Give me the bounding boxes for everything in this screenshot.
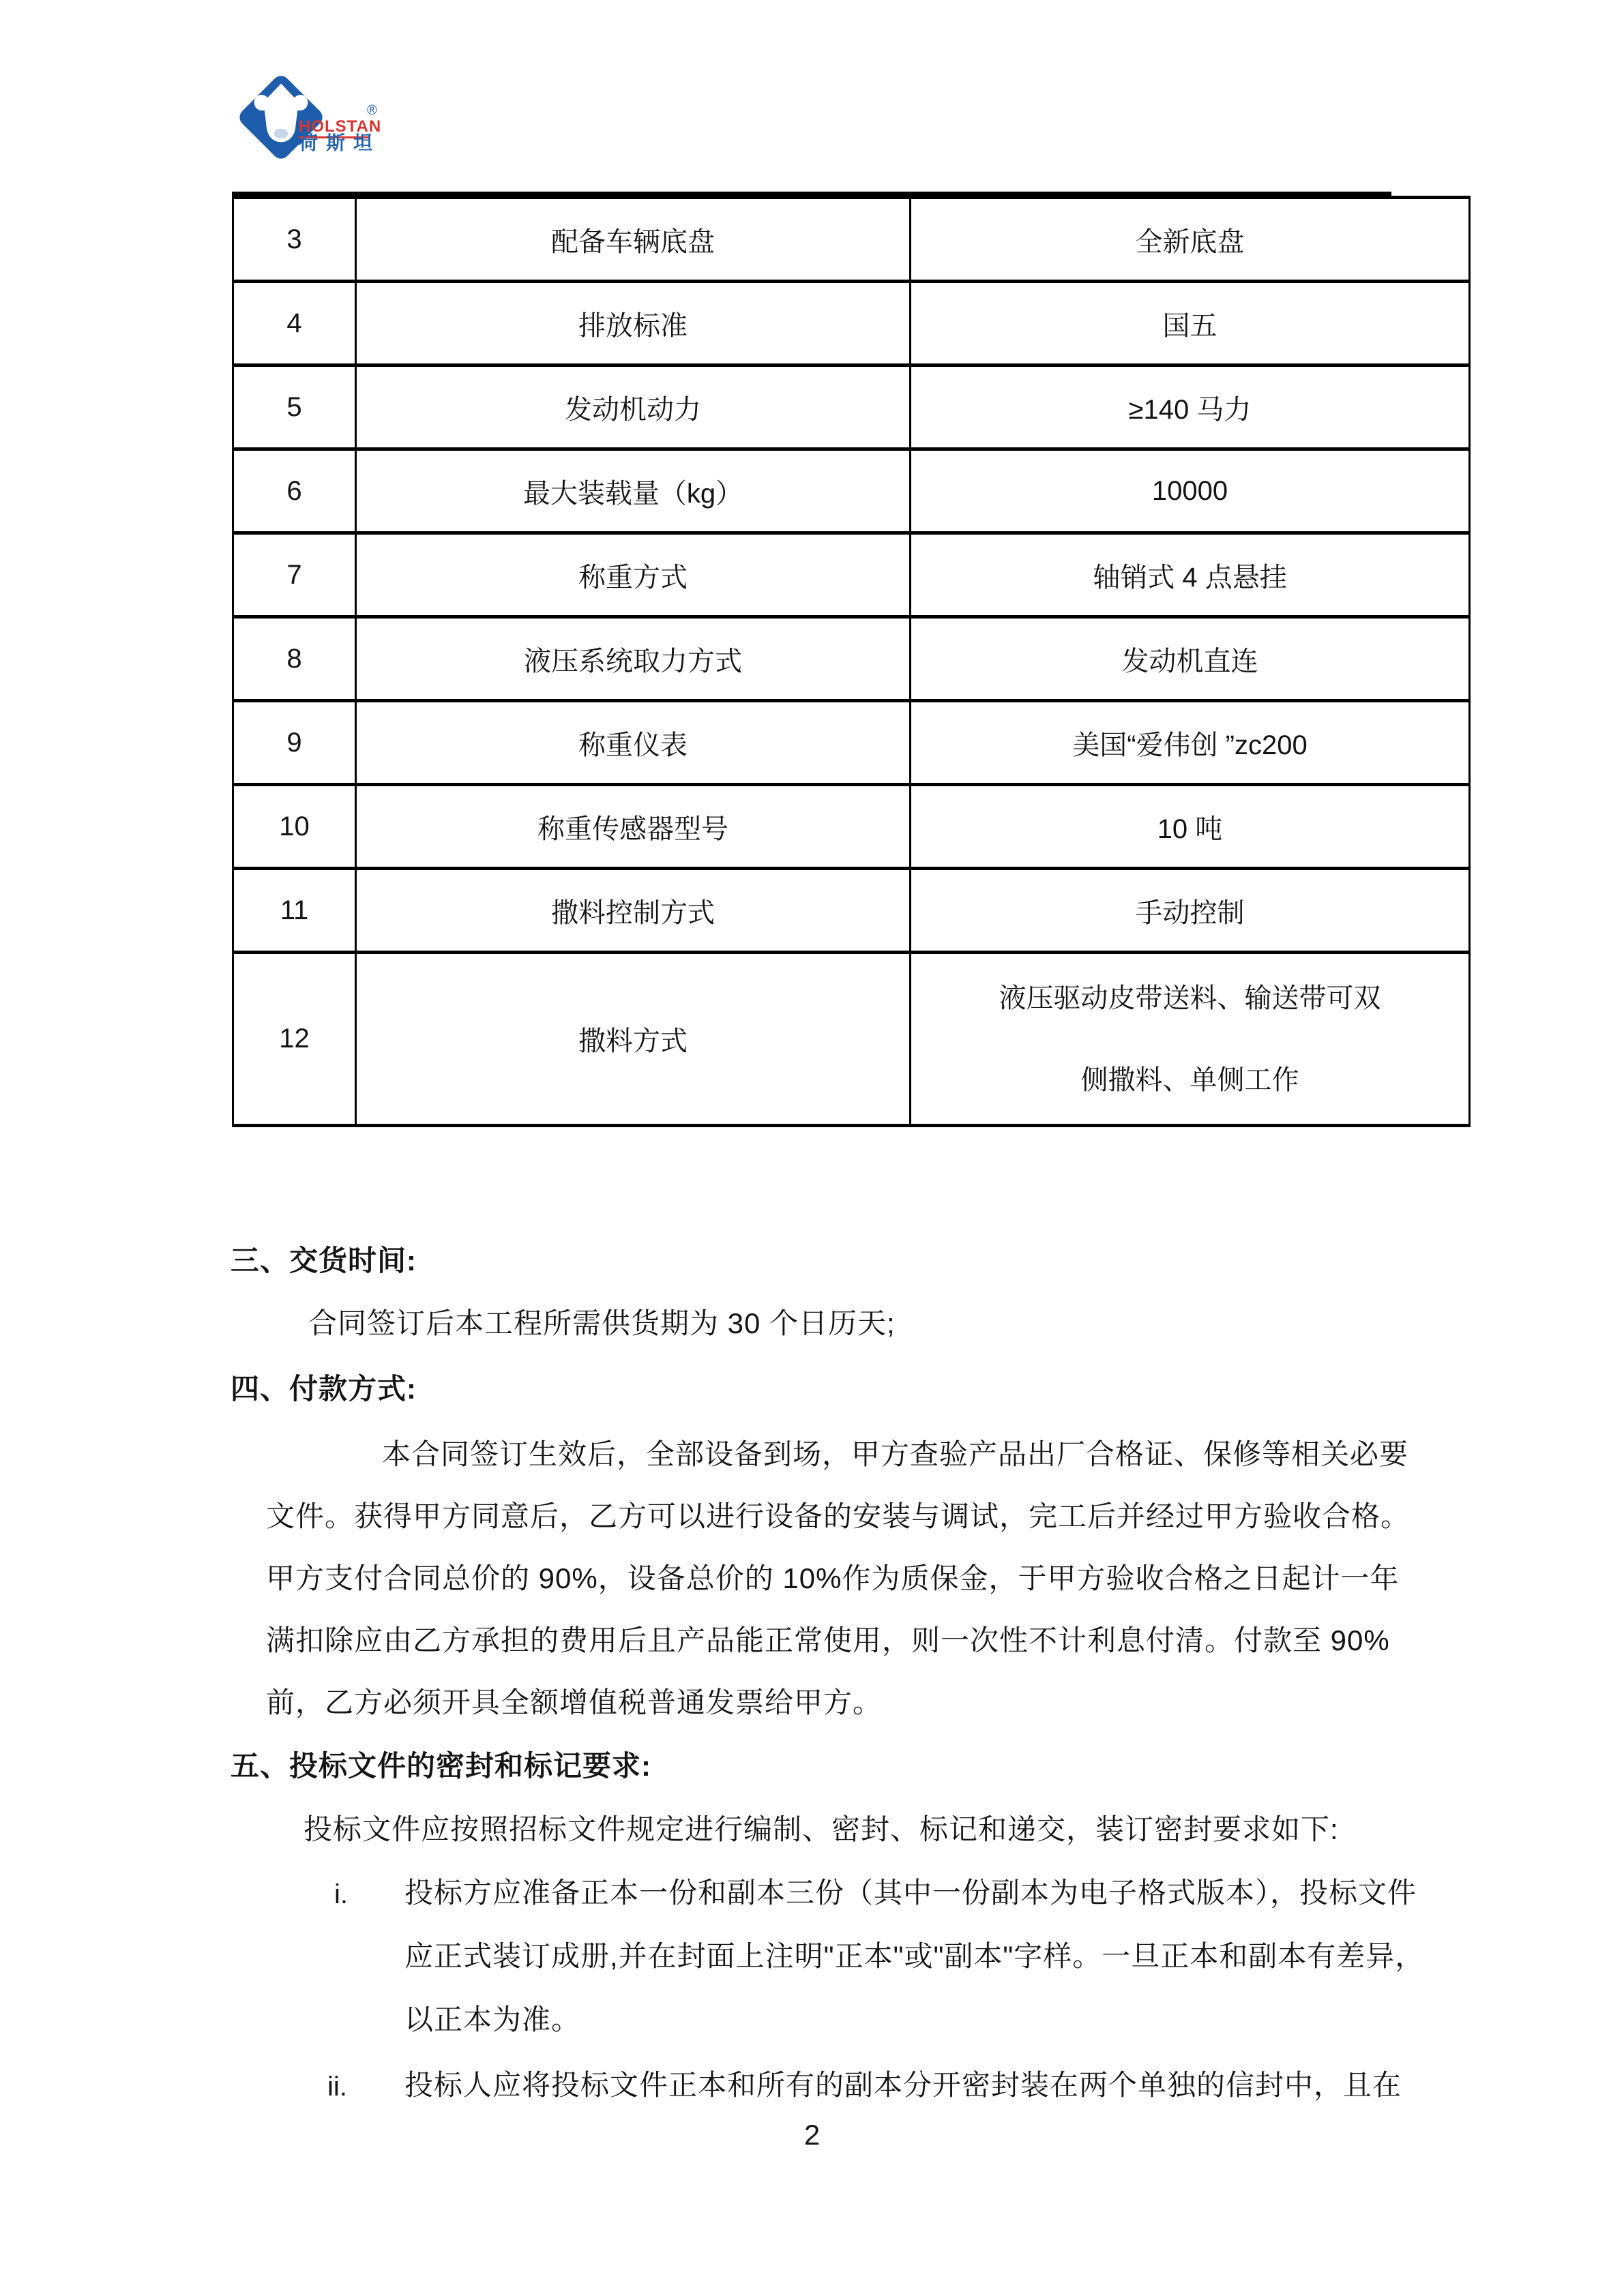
table-row [233,869,1470,953]
list-item-ii-line: 投标人应将投标文件正本和所有的副本分开密封装在两个单独的信封中，且在 [404,2069,1402,2101]
list-item-i-line: 投标方应准备正本一份和副本三份（其中一份副本为电子格式版本），投标文件 [404,1877,1417,1909]
table-row [233,282,1470,366]
row-label: 撒料方式 [356,953,911,1126]
row-label: 撒料控制方式 [356,869,911,953]
list-marker-ii: ii. [327,2072,347,2102]
payment-paragraph-line: 本合同签订生效后，全部设备到场，甲方查验产品出厂合格证、保修等相关必要 [382,1438,1409,1470]
sealing-intro: 投标文件应按照招标文件规定进行编制、密封、标记和递交，装订密封要求如下: [304,1813,1339,1845]
payment-paragraph-line: 满扣除应由乙方承担的费用后且产品能正常使用，则一次性不计利息付清。付款至 90% [266,1624,1390,1656]
row-label: 液压系统取力方式 [356,617,911,701]
table-row [233,785,1470,869]
row-label: 发动机动力 [356,366,911,449]
row-value-line2: 侧撒料、单侧工作 [1080,1064,1299,1095]
table-row [233,198,1470,282]
payment-paragraph-line: 文件。获得甲方同意后，乙方可以进行设备的安装与调试，完工后并经过甲方验收合格。 [266,1500,1411,1532]
row-value: 国五 [911,282,1470,366]
company-logo [233,70,411,168]
row-number: 10 [233,785,356,869]
section-payment-heading: 四、付款方式: [231,1373,417,1405]
section-sealing-heading: 五、投标文件的密封和标记要求: [231,1750,651,1782]
row-label: 排放标准 [356,282,911,366]
row-value: 10000 [911,449,1470,533]
section-delivery-heading: 三、交货时间: [231,1244,417,1277]
table-row [233,701,1470,785]
row-number: 3 [233,198,356,282]
row-value: 10 吨 [911,785,1470,869]
row-label: 称重传感器型号 [356,785,911,869]
page-number: 2 [803,2119,821,2151]
payment-paragraph-line: 前，乙方必须开具全额增值税普通发票给甲方。 [266,1686,883,1718]
row-number: 9 [233,701,356,785]
row-value-line1: 液压驱动皮带送料、输送带可双 [999,983,1381,1013]
row-number: 12 [233,953,356,1126]
row-value: 美国“爱伟创 ”zc200 [911,701,1470,785]
row-number: 4 [233,282,356,366]
row-number: 7 [233,533,356,617]
row-value: ≥140 马力 [911,366,1470,449]
row-value: 手动控制 [911,869,1470,953]
row-label: 称重方式 [356,533,911,617]
section-delivery-body: 合同签订后本工程所需供货期为 30 个日历天; [308,1307,896,1339]
logo-brand-chinese: 荷斯坦 [299,132,381,153]
row-value: 轴销式 4 点悬挂 [911,533,1470,617]
row-label: 最大装载量（kg） [356,449,911,533]
row-label: 配备车辆底盘 [356,198,911,282]
row-value [911,953,1470,1126]
registered-trademark-icon: ® [367,103,377,118]
table-row [233,953,1470,1126]
row-label: 称重仪表 [356,701,911,785]
row-number: 5 [233,366,356,449]
list-item-i-line: 以正本为准。 [404,2003,581,2036]
payment-paragraph-line: 甲方支付合同总价的 90%，设备总价的 10%作为质保金，于甲方验收合格之日起计一年 [266,1562,1400,1594]
specification-table [232,196,1471,1127]
logo-brand-text: HOLSTAN [299,117,382,136]
table-row [233,533,1470,617]
list-item-i-line: 应正式装订成册,并在封面上注明"正本"或"副本"字样。一旦正本和副本有差异， [404,1940,1425,1972]
row-value: 全新底盘 [911,198,1470,282]
row-value: 发动机直连 [911,617,1470,701]
list-marker-i: i. [334,1879,348,1909]
table-row [233,366,1470,449]
table-row [233,617,1470,701]
row-number: 8 [233,617,356,701]
row-number: 6 [233,449,356,533]
table-row [233,449,1470,533]
row-number: 11 [233,869,356,953]
